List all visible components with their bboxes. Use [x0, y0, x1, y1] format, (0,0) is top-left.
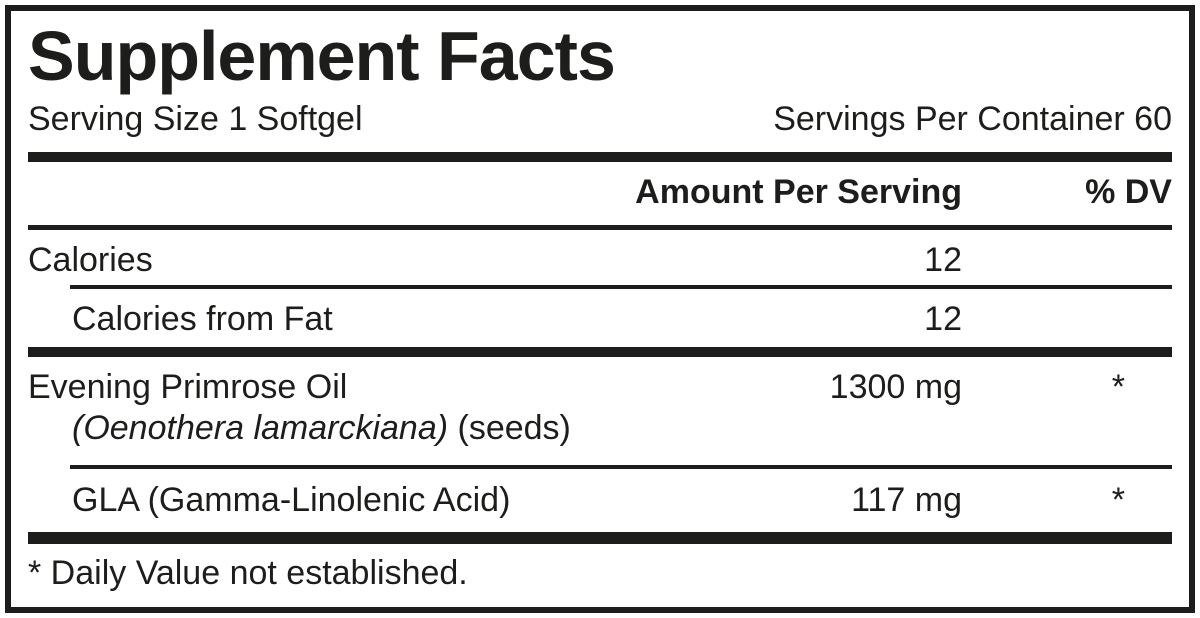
row-name: Calories from Fat [72, 300, 333, 338]
servings-per-container: Servings Per Container 60 [773, 100, 1172, 138]
thick-divider-bottom [28, 532, 1172, 544]
thick-divider-top [28, 152, 1172, 162]
serving-size: Serving Size 1 Softgel [28, 100, 363, 138]
column-header-row [28, 172, 1172, 214]
table-row-calories-from-fat [28, 289, 1172, 340]
percent-dv-header: % DV [1085, 173, 1172, 211]
row-amount: 12 [924, 300, 962, 338]
row-dv: * [1111, 481, 1125, 519]
daily-value-footnote: * Daily Value not established. [28, 554, 468, 592]
amount-per-serving-header: Amount Per Serving [635, 173, 962, 211]
row-name: GLA (Gamma-Linolenic Acid) [72, 481, 511, 519]
label-panel [5, 5, 1195, 613]
thick-divider-middle [28, 347, 1172, 357]
table-row-calories [28, 230, 1172, 281]
row-subname [28, 408, 1172, 449]
row-dv: * [1111, 368, 1125, 406]
table-row-gla [28, 469, 1172, 521]
row-name: Evening Primrose Oil [28, 368, 348, 406]
source-part: (seeds) [448, 409, 571, 447]
table-row-evening-primrose-oil [28, 357, 1172, 449]
row-amount: 117 mg [851, 481, 962, 519]
page-title: Supplement Facts [28, 17, 615, 95]
latin-name: (Oenothera lamarckiana) [72, 409, 449, 447]
row-amount: 1300 mg [829, 368, 962, 406]
row-name: Calories [28, 241, 153, 279]
serving-info-row [28, 99, 1172, 140]
row-amount: 12 [924, 241, 962, 279]
